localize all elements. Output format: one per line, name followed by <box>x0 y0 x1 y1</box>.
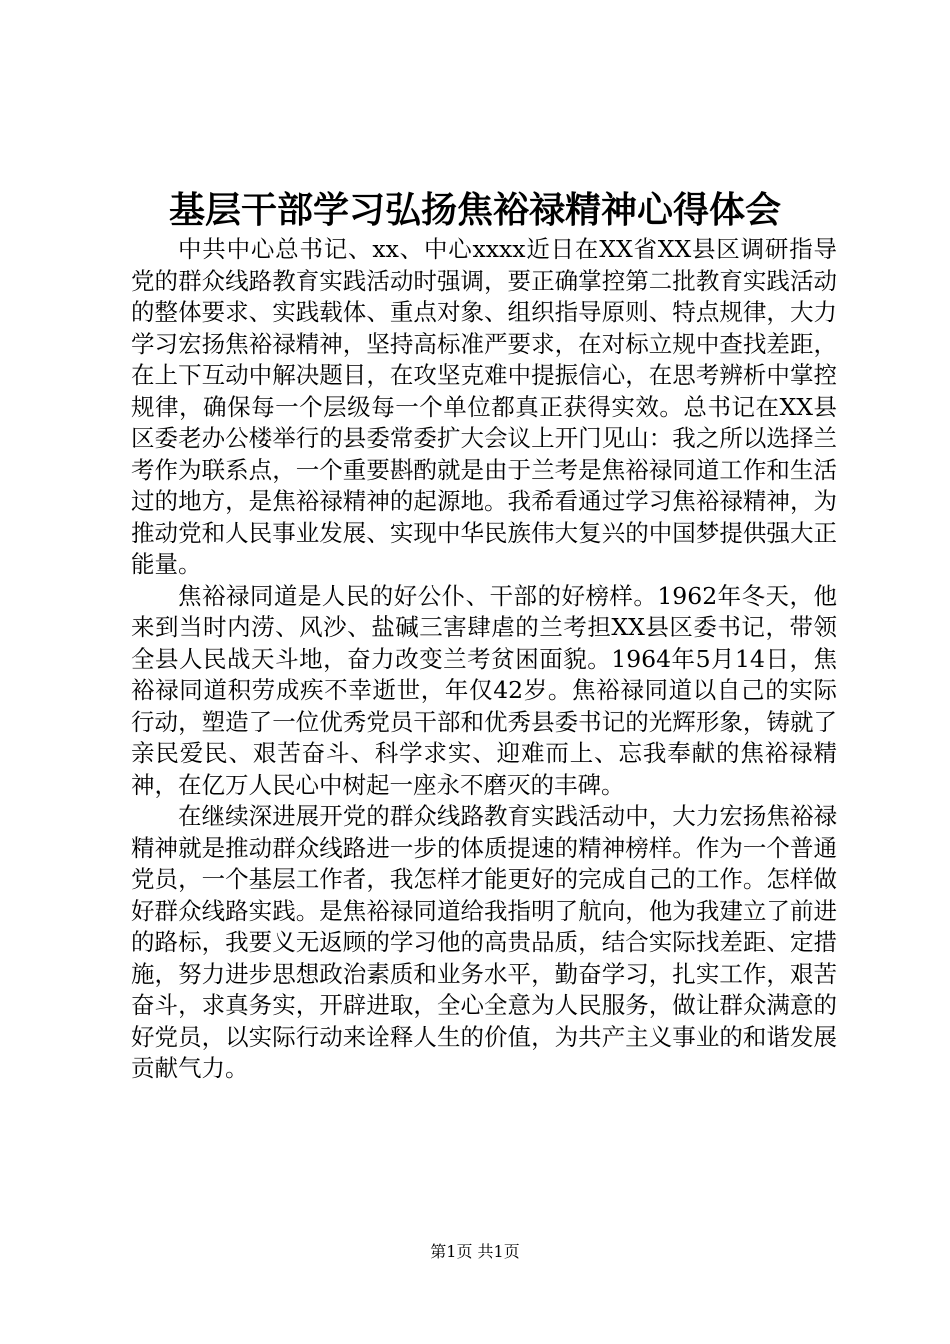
paragraph: 焦裕禄同道是人民的好公仆、干部的好榜样。1962年冬天，他来到当时内涝、风沙、盐碱三害肆虐的兰考担XX县区委书记，带领全县人民战天斗地，奋力改变兰考贫困面貌。1964年5月14日，焦裕禄同道积劳成疾不幸逝世，年仅42岁。焦裕禄同道以自己的实际行动，塑造了一位优秀党员干部和优秀县委书记的光辉形象，铸就了亲民爱民、艰苦奋斗、科学求实、迎难而上、忘我奉献的焦裕禄精神，在亿万人民心中树起一座永不磨灭的丰碑。 <box>131 581 837 799</box>
paragraph: 在继续深进展开党的群众线路教育实践活动中，大力宏扬焦裕禄精神就是推动群众线路进一步的体质提速的精神榜样。作为一个普通党员，一个基层工作者，我怎样才能更好的完成自己的工作。怎样做好群众线路实践。是焦裕禄同道给我指明了航向，他为我建立了前进的路标，我要义无返顾的学习他的高贵品质，结合实际找差距、定措施，努力进步思想政治素质和业务水平，勤奋学习，扎实工作，艰苦奋斗，求真务实，开辟进取，全心全意为人民服务，做让群众满意的好党员，以实际行动来诠释人生的价值，为共产主义事业的和谐发展贡献气力。 <box>131 802 837 1082</box>
document-body <box>131 234 837 1085</box>
paragraph: 中共中心总书记、xx、中心xxxx近日在XX省XX县区调研指导党的群众线路教育实践活动时强调，要正确掌控第二批教育实践活动的整体要求、实践载体、重点对象、组织指导原则、特点规律，大力学习宏扬焦裕禄精神，坚持高标准严要求，在对标立规中查找差距，在上下互动中解决题目，在攻坚克难中提振信心，在思考辨析中掌控规律，确保每一个层级每一个单位都真正获得实效。总书记在XX县区委老办公楼举行的县委常委扩大会议上开门见山：我之所以选择兰考作为联系点，一个重要斟酌就是由于兰考是焦裕禄同道工作和生活过的地方，是焦裕禄精神的起源地。我希看通过学习焦裕禄精神，为推动党和人民事业发展、实现中华民族伟大复兴的中国梦提供强大正能量。 <box>131 235 837 578</box>
document-title: 基层干部学习弘扬焦裕禄精神心得体会 <box>168 189 781 231</box>
page-footer: 第1页 共1页 <box>430 1242 520 1261</box>
